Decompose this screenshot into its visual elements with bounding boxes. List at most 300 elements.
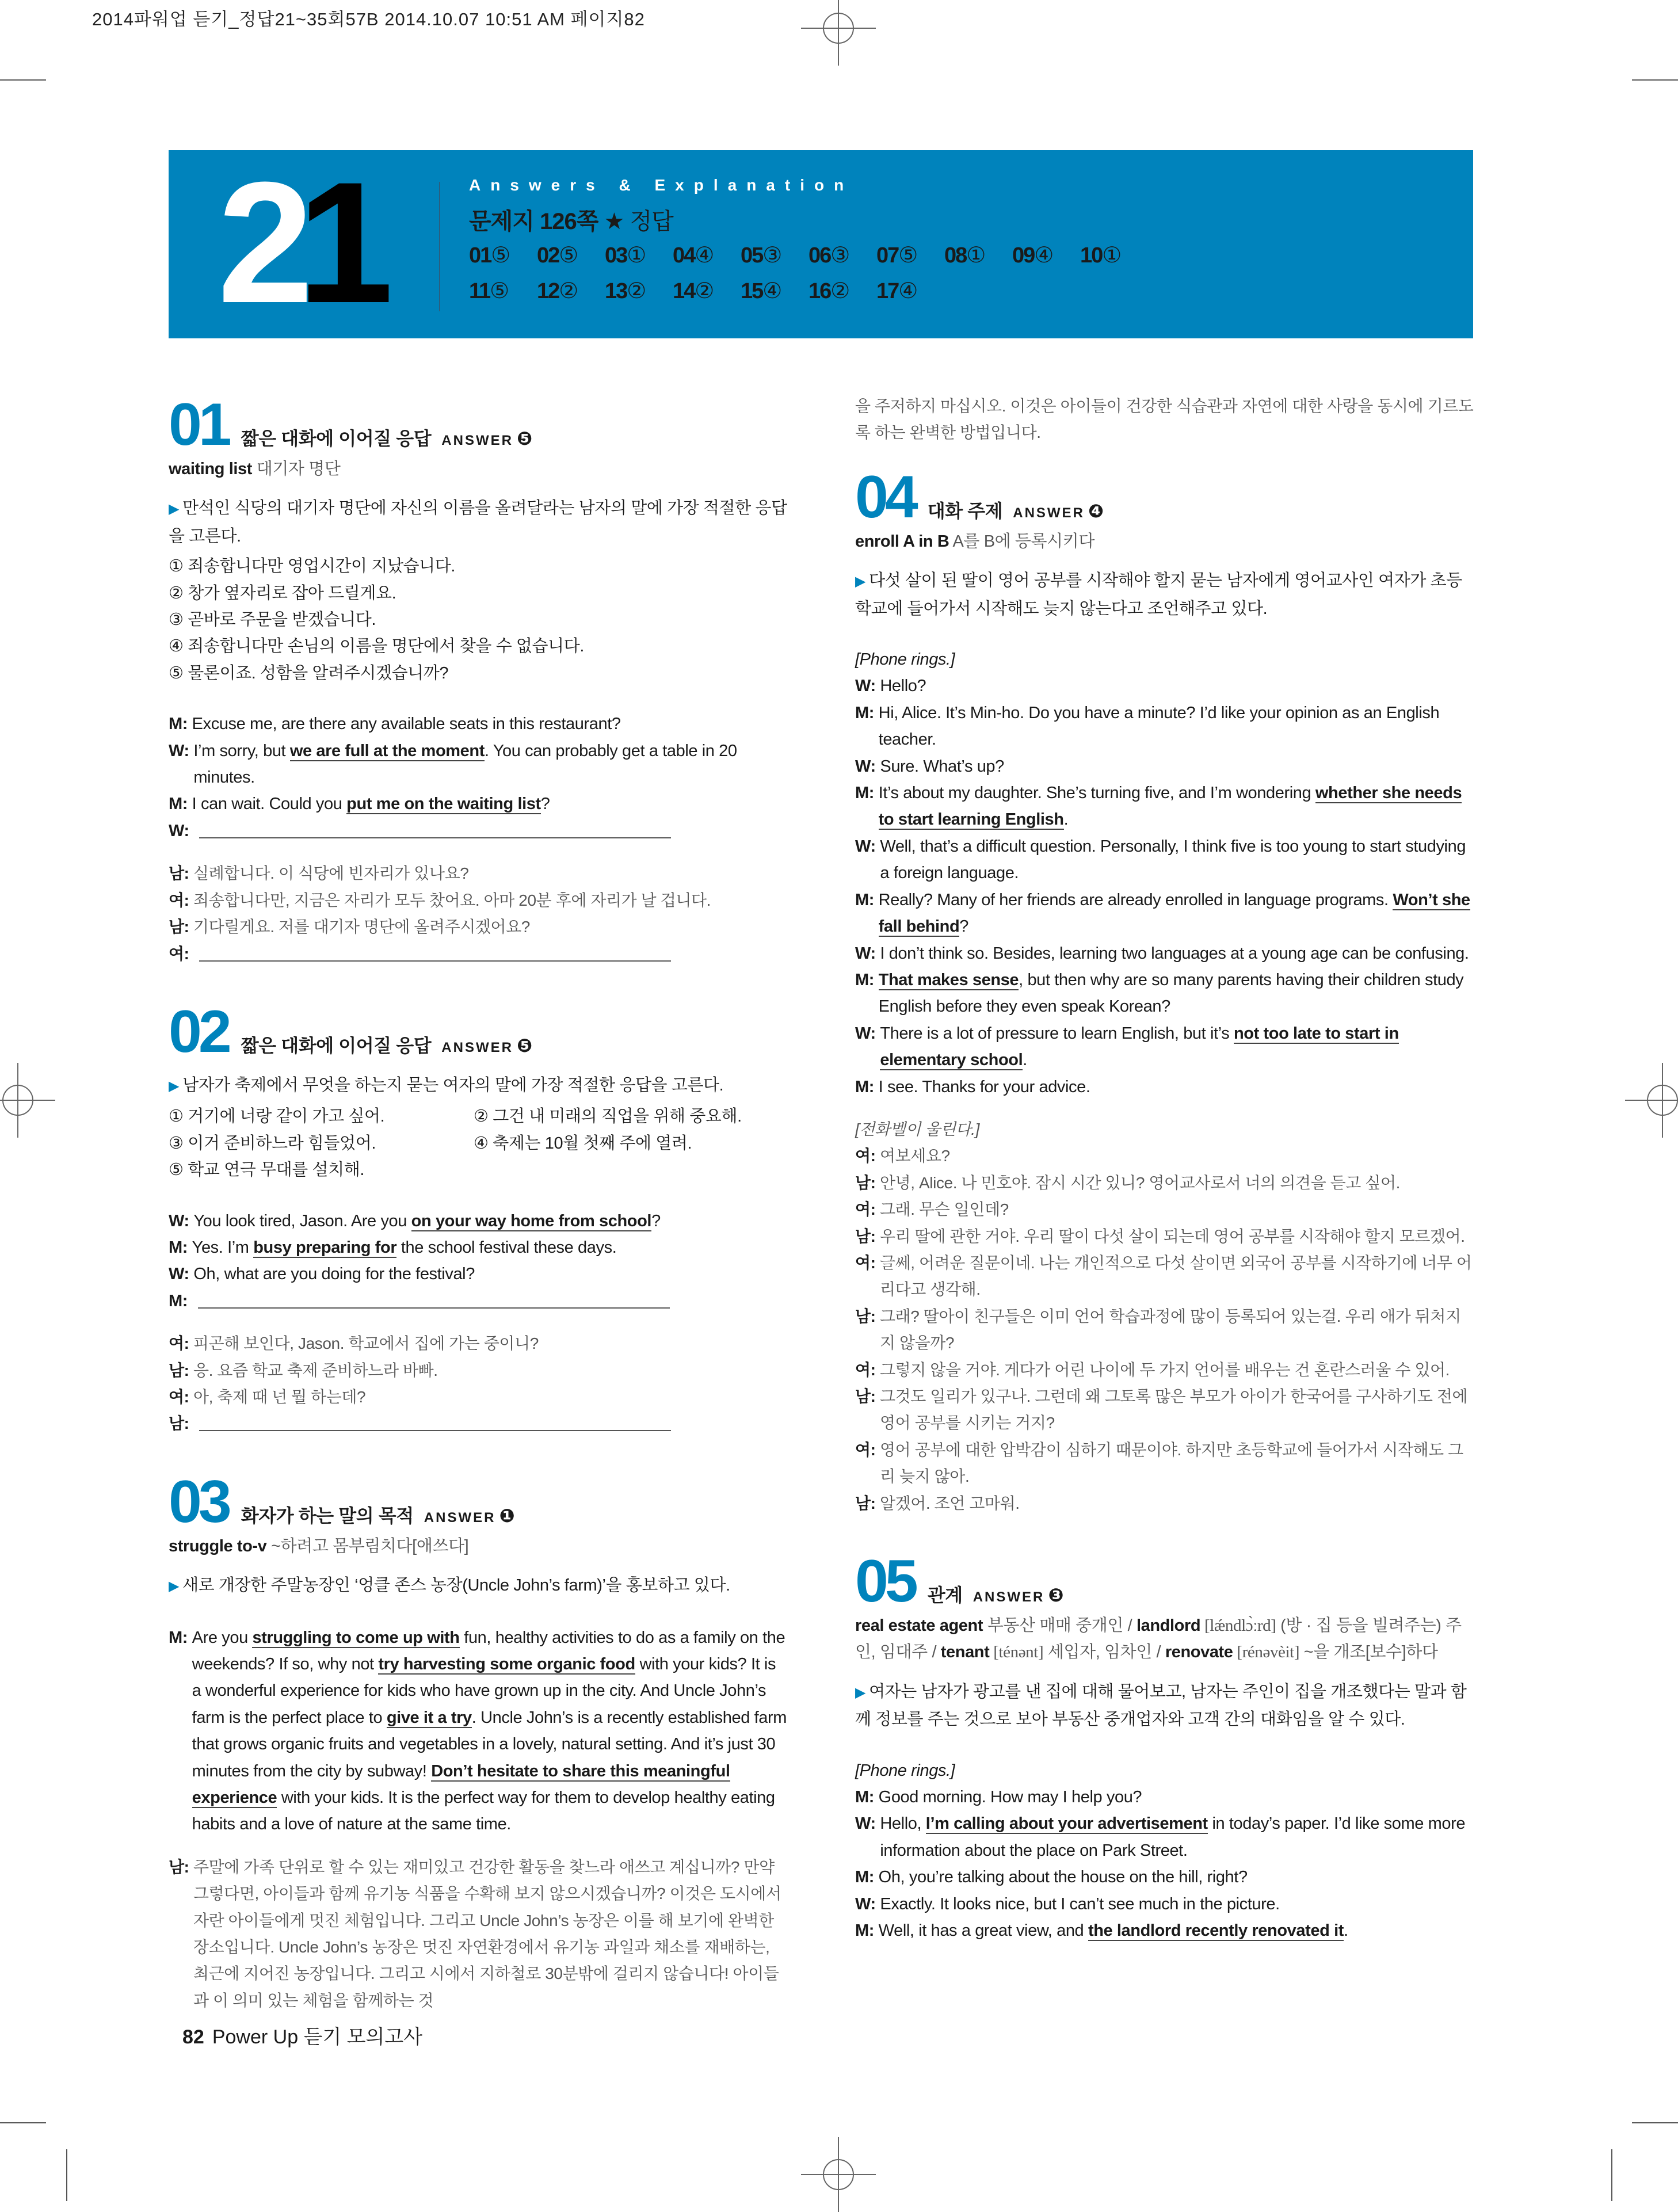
- answer-choice: ①: [1102, 243, 1121, 268]
- question-type: 짧은 대화에 이어질 응답: [241, 1035, 432, 1056]
- question-type: 관계: [927, 1585, 963, 1606]
- dialogue-line: [855, 700, 1474, 753]
- vocab-meaning: ~하려고 몸부림치다[애쓰다]: [266, 1536, 469, 1555]
- answer-choice: ①: [966, 243, 985, 268]
- script: [169, 1208, 788, 1315]
- option-item: ③ 이거 준비하느라 힘들었어.: [169, 1134, 376, 1153]
- banner-subtitle: Answers & Explanation: [469, 176, 854, 194]
- answer-key-item: [1080, 242, 1148, 268]
- speaker-label: 여:: [169, 1334, 193, 1353]
- dialogue-line: [169, 1384, 788, 1410]
- option-item: ① 거기에 너랑 같이 가고 싶어.: [169, 1107, 385, 1126]
- speaker-label: 여:: [855, 1147, 880, 1165]
- dialogue-line: [169, 1234, 788, 1261]
- dialogue-line: [169, 914, 788, 940]
- dialogue-line: [855, 1810, 1474, 1864]
- dialogue-line: [169, 1624, 788, 1838]
- answer-key-item: [1012, 242, 1080, 268]
- answer-key-item: [605, 278, 673, 304]
- question-number: 10: [1080, 243, 1103, 268]
- option-item: ⑤ 학교 연극 무대를 설치해.: [169, 1161, 365, 1180]
- print-info: 2014파워업 듣기_정답21~35회57B 2014.10.07 10:51 AM 페이지82: [92, 9, 645, 29]
- speaker-label: W:: [855, 1024, 880, 1043]
- pronunciation: [lǽndlɔ̀ːrd]: [1200, 1616, 1276, 1635]
- answer-badge: [973, 1582, 1064, 1611]
- answer-key-item: [537, 242, 605, 268]
- question-number: 02: [169, 998, 228, 1065]
- pronunciation: [ténənt]: [989, 1643, 1044, 1662]
- translation-text: 그래. 무슨 일인데?: [879, 1200, 1009, 1219]
- translation-text: 안녕, Alice. 나 민호야. 잠시 시간 있니? 영어교사로서 너의 의견을 듣고 싶어.: [879, 1173, 1401, 1192]
- speaker-label: W:: [855, 1814, 880, 1833]
- vocab-meaning: ~을 개조[보수]하다: [1299, 1643, 1438, 1662]
- test-number: [218, 146, 377, 339]
- speaker-label: 남:: [169, 864, 193, 883]
- answer-key-item: [944, 242, 1012, 268]
- speaker-label: W:: [855, 677, 880, 696]
- script: [169, 1624, 788, 1838]
- answer-options: [169, 553, 788, 687]
- page-number: 82: [182, 2026, 204, 2048]
- speaker-label: W:: [855, 757, 880, 776]
- question-number: 15: [741, 279, 763, 303]
- dialogue-text: Well, it has a great view, and the landlord recently renovated it.: [878, 1921, 1348, 1940]
- key-phrase: busy preparing for: [253, 1238, 397, 1257]
- registration-mark: [1647, 1085, 1678, 1116]
- question-number: 01: [469, 243, 491, 268]
- question-number: 11: [469, 279, 490, 303]
- answer-label: ANSWER: [424, 1509, 496, 1525]
- speaker-label: 여:: [855, 1440, 880, 1459]
- dialogue-text: There is a lot of pressure to learn English, but it’s not too late to start in elementary school.: [880, 1024, 1399, 1070]
- question-number: 09: [1012, 243, 1035, 268]
- crop-mark: [66, 2149, 67, 2201]
- vocab-meaning: (방 · 집 등을 빌려주는) 주인, 임대주: [855, 1616, 1462, 1662]
- answer-key-item: [809, 242, 876, 268]
- translation-text: 그렇지 않을 거야. 게다가 어린 나이에 두 가지 언어를 배우는 건 혼란스러울 수 있어.: [879, 1360, 1450, 1379]
- answer-choice: ④: [898, 279, 917, 303]
- dialogue-line: [855, 1784, 1474, 1810]
- dialogue-line: [855, 1020, 1474, 1074]
- answer-number-icon: ❹: [1088, 500, 1104, 521]
- dialogue-line: [855, 1437, 1474, 1490]
- stage-direction: [855, 646, 1474, 673]
- explanation: [855, 567, 1474, 622]
- speaker-label: M:: [169, 1628, 192, 1647]
- answer-choice: ④: [1034, 243, 1053, 268]
- dialogue-line: [855, 1490, 1474, 1517]
- key-phrase: give it a try: [386, 1708, 472, 1727]
- speaker-label: M:: [169, 1238, 192, 1257]
- answer-choice: ②: [695, 279, 714, 303]
- question-number: 02: [537, 243, 559, 268]
- book-title: Power Up 듣기 모의고사: [212, 2026, 423, 2048]
- key-phrase: put me on the waiting list: [346, 795, 541, 814]
- speaker-label: 여:: [855, 1200, 880, 1219]
- speaker-label: 여:: [169, 944, 193, 963]
- translation-text: 그래? 딸아이 친구들은 이미 언어 학습과정에 많이 등록되어 있는걸. 우리 애가 뒤처지지 않을까?: [879, 1307, 1461, 1352]
- dialogue-line: [855, 1357, 1474, 1383]
- answer-key-row: [469, 278, 944, 304]
- dialogue-line: [855, 1223, 1474, 1250]
- option-item: ④ 죄송합니다만 손님의 이름을 명단에서 찾을 수 없습니다.: [169, 637, 584, 656]
- key-phrase: whether she needs to start learning English: [878, 784, 1462, 829]
- explanation-text: 여자는 남자가 광고를 낸 집에 대해 물어보고, 남자는 주인이 집을 개조했다는 말과 함께 정보를 주는 것으로 보아 부동산 중개업자와 고객 간의 대화임을 알 수 있다.: [855, 1682, 1467, 1729]
- dialogue-text: I’m sorry, but we are full at the moment. You can probably get a table in 20 minutes.: [193, 741, 737, 787]
- explanation-text: 만석인 식당의 대기자 명단에 자신의 이름을 올려달라는 남자의 말에 가장 적절한 응답을 고른다.: [169, 499, 787, 546]
- speaker-label: 남:: [855, 1173, 880, 1192]
- explanation: [169, 1572, 788, 1600]
- answer-badge: [424, 1502, 515, 1531]
- speaker-label: M:: [855, 784, 879, 803]
- question-section: [855, 1548, 1474, 1944]
- dialogue-line: [169, 1261, 788, 1287]
- answer-key-item: [469, 278, 537, 304]
- dialogue-text: Really? Many of her friends are already enrolled in language programs. Won’t she fall behind?: [878, 890, 1470, 936]
- registration-mark: [2, 1085, 33, 1116]
- dialogue-text: That makes sense, but then why are so many parents having their children study English before they even speak Korean?: [878, 970, 1464, 1016]
- dialogue-text: Are you struggling to come up with fun, healthy activities to do as a family on the weekends? If so, why not try harvesting some organic food with your kids? It is a wonderful experience for kids who have grown up in the city. And Uncle John’s farm is the perfect place to give it a try. Uncle John’s is a recently established farm that grows organic fruits and vegetables in a lovely, natural setting. And it’s just 30 minutes from the city by subway! Don’t hesitate to share this meaningful experience with your kids. It is the perfect way for them to develop healthy eating habits and a love of nature at the same time.: [192, 1628, 787, 1834]
- dialogue-line: [169, 1288, 788, 1314]
- translation-text: 실례합니다. 이 식당에 빈자리가 있나요?: [193, 864, 469, 883]
- dialogue-line: [855, 887, 1474, 940]
- answer-key-item: [876, 242, 944, 268]
- translation-text: 여보세요?: [879, 1147, 950, 1165]
- dialogue-line: [855, 967, 1474, 1020]
- divider: [439, 182, 440, 311]
- answer-choice: ⑤: [898, 243, 917, 268]
- answer-number-icon: ❺: [516, 428, 533, 449]
- answer-key-item: [673, 242, 741, 268]
- question-number: 17: [876, 279, 899, 303]
- translation: [169, 1330, 788, 1437]
- question-number: 03: [169, 1468, 228, 1535]
- answer-key-item: [469, 242, 537, 268]
- vocabulary: [169, 1533, 788, 1559]
- dialogue-line: [169, 860, 788, 887]
- explanation: [169, 495, 788, 550]
- dialogue-line: [169, 1330, 788, 1357]
- answer-choice: ③: [830, 243, 849, 268]
- answer-blank: [199, 941, 671, 962]
- registration-mark: [823, 13, 854, 44]
- dialogue-line: [855, 1383, 1474, 1437]
- star-icon: ★: [604, 209, 624, 234]
- answer-label: ANSWER: [441, 433, 513, 448]
- triangle-icon: ▶: [855, 574, 866, 590]
- key-phrase: Won’t she fall behind: [878, 890, 1470, 936]
- answer-choice: ④: [695, 243, 714, 268]
- dialogue-line: [169, 1410, 788, 1437]
- speaker-label: M:: [855, 703, 879, 722]
- question-section: [169, 391, 788, 967]
- triangle-icon: ▶: [169, 1078, 180, 1094]
- page-footer: [182, 2021, 422, 2049]
- script: [855, 646, 1474, 1100]
- speaker-label: M:: [855, 1921, 879, 1940]
- question-number: 16: [809, 279, 831, 303]
- answer-key-item: [741, 242, 809, 268]
- question-type: 대화 주제: [927, 500, 1003, 521]
- dialogue-line: [855, 1303, 1474, 1357]
- answer-key-item: [741, 278, 809, 304]
- question-section: [855, 463, 1474, 1517]
- stage-text: [Phone rings.]: [855, 1761, 955, 1780]
- translation: [169, 1854, 788, 2014]
- answer-blank: [198, 1288, 670, 1309]
- vocab-meaning: A를 B에 등록시키다: [949, 532, 1094, 551]
- speaker-label: 여:: [169, 891, 193, 909]
- answer-key-item: [809, 278, 876, 304]
- stage-text: [전화벨이 울린다.]: [855, 1120, 980, 1138]
- dialogue-text: Well, that’s a difficult question. Personally, I think five is too young to start studying a foreign language.: [880, 837, 1466, 883]
- question-number: 14: [673, 279, 695, 303]
- speaker-label: M:: [855, 1077, 879, 1096]
- question-number: 05: [855, 1548, 915, 1615]
- dialogue-text: It’s about my daughter. She’s turning five, and I’m wondering whether she needs to start learning English.: [878, 784, 1462, 829]
- vocab-term: landlord: [1136, 1616, 1201, 1635]
- dialogue-line: [855, 833, 1474, 887]
- dialogue-text: I see. Thanks for your advice.: [878, 1077, 1090, 1096]
- translation: [169, 860, 788, 967]
- triangle-icon: ▶: [855, 1684, 866, 1700]
- speaker-label: 남:: [855, 1387, 880, 1405]
- answer-choice: ⑤: [491, 243, 510, 268]
- dialogue-text: Oh, what are you doing for the festival?: [193, 1265, 475, 1284]
- option-item: ③ 곧바로 주문을 받겠습니다.: [169, 611, 376, 630]
- triangle-icon: ▶: [169, 1578, 180, 1595]
- key-phrase: That makes sense: [878, 970, 1019, 989]
- speaker-label: M:: [169, 795, 192, 814]
- stage-direction: [855, 1116, 1474, 1143]
- option-item: ② 그건 내 미래의 직업을 위해 중요해.: [474, 1107, 742, 1126]
- speaker-label: 남:: [169, 1361, 193, 1379]
- answer-options: [169, 1103, 788, 1183]
- answer-choice: ⑤: [559, 243, 578, 268]
- dialogue-text: Yes. I’m busy preparing for the school festival these days.: [192, 1238, 617, 1257]
- option-item: ⑤ 물론이죠. 성함을 알려주시겠습니까?: [169, 663, 449, 682]
- key-phrase: not too late to start in elementary school: [880, 1024, 1399, 1070]
- question-number: 03: [605, 243, 627, 268]
- question-number: 04: [673, 243, 695, 268]
- vocab-term: renovate: [1165, 1643, 1233, 1662]
- dialogue-line: [855, 753, 1474, 780]
- speaker-label: W:: [169, 1211, 194, 1230]
- answer-choice: ②: [830, 279, 849, 303]
- page-reference: [469, 203, 673, 236]
- answer-badge: [441, 1032, 532, 1061]
- question-type: 짧은 대화에 이어질 응답: [241, 428, 432, 449]
- vocabulary: [855, 528, 1474, 555]
- speaker-label: W:: [855, 944, 880, 963]
- translation-text: 주말에 가족 단위로 할 수 있는 재미있고 건강한 활동을 찾느라 애쓰고 계십니까? 만약 그렇다면, 아이들과 함께 유기농 식품을 수확해 보지 않으시겠습니까? 이것은 도시에서 자란 아이들에게 멋진 체험입니다. 그리고 Uncle John’s 농장은 이를 해 보기에 완벽한 장소입니다. Uncle John’s 농장은 멋진 자연환경에서 유기농 과일과 채소를 재배하는, 최근에 지어진 농장입니다. 그리고 시에서 지하철로 30분밖에 걸리지 않습니다! 아이들과 이 의미 있는 체험을 함께하는 것: [193, 1858, 781, 2009]
- dialogue-line: [169, 1357, 788, 1384]
- speaker-label: W:: [855, 1894, 880, 1913]
- key-phrase: try harvesting some organic food: [378, 1655, 635, 1673]
- dialogue-line: [169, 941, 788, 967]
- question-number: 08: [944, 243, 967, 268]
- speaker-label: 여:: [169, 1387, 193, 1406]
- answer-label: ANSWER: [441, 1039, 513, 1055]
- answer-key-item: [673, 278, 741, 304]
- separator: /: [1151, 1643, 1165, 1662]
- speaker-label: 남:: [855, 1494, 880, 1512]
- answer-choice: ④: [762, 279, 781, 303]
- dialogue-line: [855, 673, 1474, 699]
- answer-number-icon: ❸: [1048, 1585, 1064, 1606]
- dialogue-line: [855, 1250, 1474, 1303]
- vocabulary: [855, 1612, 1474, 1666]
- translation-continuation: 을 주저하지 마십시오. 이것은 아이들이 건강한 식습관과 자연에 대한 사랑을 동시에 기르도록 하는 완벽한 방법입니다.: [855, 397, 1474, 442]
- translation-text: 아, 축제 때 넌 뭘 하는데?: [193, 1387, 366, 1406]
- key-phrase: on your way home from school: [411, 1211, 652, 1230]
- translation-text: 기다릴게요. 저를 대기자 명단에 올려주시겠어요?: [193, 918, 530, 936]
- dialogue-line: [169, 711, 788, 737]
- separator: /: [927, 1643, 941, 1662]
- answer-choice: ②: [559, 279, 578, 303]
- explanation-text: 남자가 축제에서 무엇을 하는지 묻는 여자의 말에 가장 적절한 응답을 고른다.: [182, 1076, 724, 1094]
- question-number: 12: [537, 279, 559, 303]
- dialogue-line: [169, 887, 788, 914]
- answer-label: ANSWER: [1013, 505, 1085, 521]
- answer-key-item: [876, 278, 944, 304]
- speaker-label: 남:: [855, 1307, 880, 1325]
- speaker-label: 여:: [855, 1360, 880, 1379]
- dialogue-line: [855, 1864, 1474, 1890]
- explanation-text: 다섯 살이 된 딸이 영어 공부를 시작해야 할지 묻는 남자에게 영어교사인 여자가 초등학교에 들어가서 시작해도 늦지 않는다고 조언해주고 있다.: [855, 571, 1462, 618]
- crop-mark: [1632, 2122, 1678, 2123]
- speaker-label: M:: [169, 715, 192, 734]
- vocab-term: waiting list: [169, 460, 253, 478]
- dialogue-line: [855, 1196, 1474, 1223]
- answer-choice: ⑤: [490, 279, 509, 303]
- dialogue-line: [855, 780, 1474, 833]
- speaker-label: W:: [169, 1265, 194, 1284]
- dialogue-text: Hi, Alice. It’s Min-ho. Do you have a minute? I’d like your opinion as an English teacher.: [878, 703, 1440, 749]
- dialogue-line: [169, 1854, 788, 2014]
- dialogue-line: [169, 1208, 788, 1234]
- option-item: ① 죄송합니다만 영업시간이 지났습니다.: [169, 557, 456, 576]
- dialogue-line: [855, 940, 1474, 967]
- answers-banner: [169, 146, 1473, 339]
- answer-choice: ①: [627, 243, 646, 268]
- section-heading: [169, 391, 788, 458]
- speaker-label: 남:: [169, 918, 193, 936]
- registration-mark: [823, 2159, 854, 2190]
- stage-text: [Phone rings.]: [855, 650, 955, 669]
- key-phrase: we are full at the moment: [289, 741, 485, 760]
- dialogue-text: Excuse me, are there any available seats in this restaurant?: [192, 715, 621, 734]
- speaker-label: M:: [855, 970, 879, 989]
- key-phrase: the landlord recently renovated it: [1088, 1921, 1344, 1940]
- answer-blank: [199, 818, 671, 838]
- answer-label: ANSWER: [973, 1589, 1045, 1605]
- answer-key-item: [537, 278, 605, 304]
- dialogue-line: [855, 1074, 1474, 1100]
- vocab-term: struggle to-v: [169, 1536, 267, 1555]
- test-number-digit: 2: [218, 146, 298, 339]
- dialogue-line: [855, 1891, 1474, 1917]
- script: [855, 1757, 1474, 1944]
- right-column: [855, 393, 1474, 1981]
- answer-key-row: [469, 242, 1148, 268]
- dialogue-text: Oh, you’re talking about the house on the hill, right?: [878, 1868, 1248, 1887]
- vocab-term: tenant: [940, 1643, 990, 1662]
- question-number: 01: [169, 391, 228, 458]
- page-ref: 문제지 126쪽: [469, 209, 598, 234]
- dialogue-text: Hello, I’m calling about your advertisement in today’s paper. I’d like some more information about the place on Park Street.: [880, 1814, 1466, 1860]
- speaker-label: 남:: [169, 1414, 193, 1433]
- dialogue-text: I don’t think so. Besides, learning two languages at a young age can be confusing.: [880, 944, 1469, 963]
- stage-direction: [855, 1757, 1474, 1784]
- section-heading: [855, 463, 1474, 531]
- dialogue-line: [169, 818, 788, 844]
- answer-label: 정답: [630, 209, 673, 234]
- speaker-label: W:: [169, 821, 194, 840]
- script: [169, 711, 788, 844]
- answer-number-icon: ❺: [516, 1035, 533, 1056]
- section-heading: [855, 1548, 1474, 1615]
- vocabulary: [169, 456, 788, 482]
- crop-mark: [0, 79, 46, 81]
- crop-mark: [1632, 79, 1678, 81]
- dialogue-text: Good morning. How may I help you?: [878, 1788, 1142, 1807]
- dialogue-line: [169, 791, 788, 817]
- answer-badge: [441, 425, 532, 454]
- translation-text: 글쎄, 어려운 질문이네. 나는 개인적으로 다섯 살이면 외국어 공부를 시작하기에 너무 어리다고 생각해.: [879, 1253, 1472, 1299]
- vocab-term: real estate agent: [855, 1616, 983, 1635]
- dialogue-text: I can wait. Could you put me on the waiting list?: [192, 795, 550, 814]
- answer-number-icon: ❶: [499, 1505, 515, 1526]
- explanation: [855, 1679, 1474, 1733]
- speaker-label: W:: [855, 837, 880, 856]
- speaker-label: M:: [855, 890, 879, 909]
- speaker-label: W:: [169, 741, 194, 760]
- speaker-label: M:: [855, 1868, 879, 1887]
- crop-mark: [0, 2122, 46, 2123]
- translation-text: 응. 요즘 학교 축제 준비하느라 바빠.: [193, 1361, 438, 1379]
- test-number-digit: 1: [297, 146, 377, 339]
- question-number: 13: [605, 279, 627, 303]
- answer-choice: ③: [762, 243, 781, 268]
- vocab-term: enroll A in B: [855, 532, 949, 551]
- pronunciation: [rénəvèit]: [1233, 1643, 1300, 1662]
- vocab-meaning: 세입자, 임차인: [1043, 1643, 1152, 1662]
- speaker-label: M:: [169, 1291, 192, 1310]
- option-item: ④ 축제는 10월 첫째 주에 열려.: [474, 1134, 692, 1153]
- dialogue-line: [855, 1143, 1474, 1169]
- dialogue-text: Exactly. It looks nice, but I can’t see much in the picture.: [880, 1894, 1280, 1913]
- question-section: [169, 998, 788, 1437]
- question-number: 07: [876, 243, 899, 268]
- key-phrase: Don’t hesitate to share this meaningful experience: [192, 1761, 730, 1807]
- dialogue-line: [169, 738, 788, 791]
- vocab-meaning: 부동산 매매 중개인: [983, 1616, 1123, 1635]
- triangle-icon: ▶: [169, 501, 180, 517]
- question-number: 04: [855, 463, 915, 531]
- separator: /: [1123, 1616, 1137, 1635]
- dialogue-line: [855, 1917, 1474, 1944]
- section-heading: [169, 1468, 788, 1535]
- question-section: [855, 393, 1474, 447]
- vocab-meaning: 대기자 명단: [252, 460, 341, 478]
- answer-key-item: [605, 242, 673, 268]
- question-number: 06: [809, 243, 831, 268]
- answer-choice: ②: [627, 279, 646, 303]
- question-number: 05: [741, 243, 763, 268]
- key-phrase: I’m calling about your advertisement: [925, 1814, 1208, 1833]
- question-section: [169, 1468, 788, 2015]
